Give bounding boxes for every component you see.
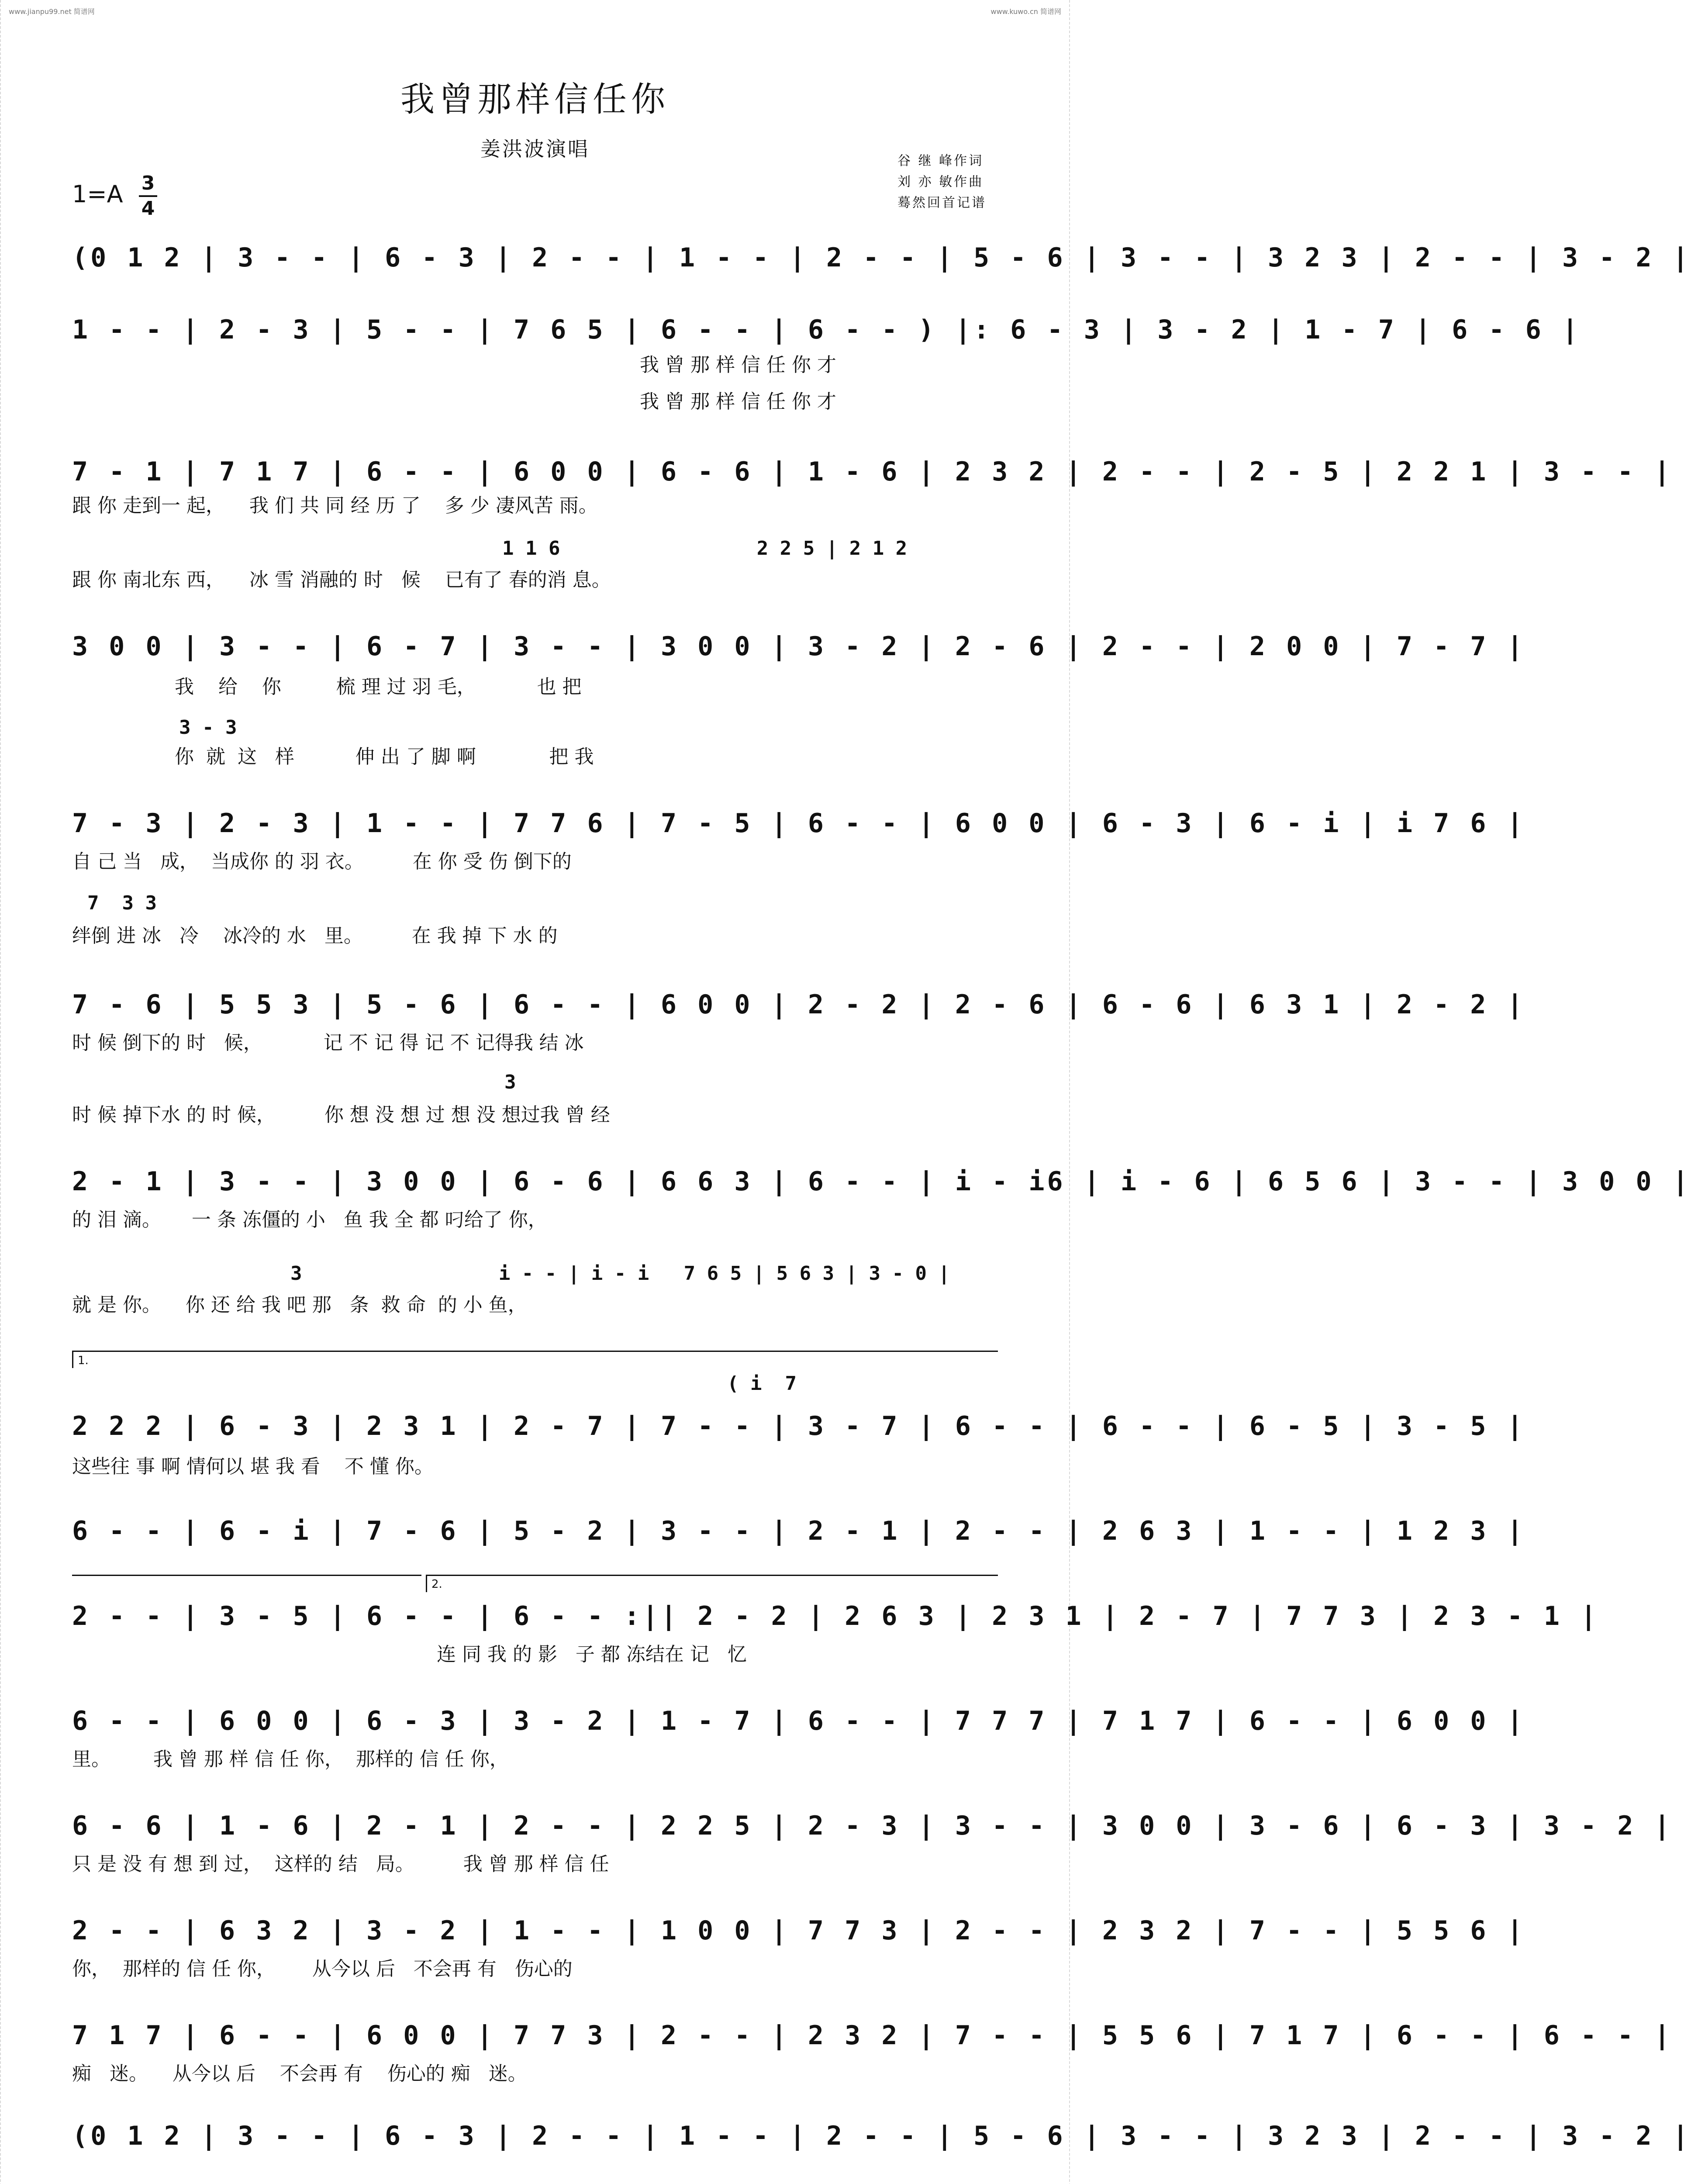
volta-1-hook xyxy=(72,1351,73,1368)
lyric-line-7b: 就 是 你。 你 还 给 我 吧 那 条 救 命 的 小 鱼， xyxy=(72,1294,527,1316)
meter-bottom: 4 xyxy=(141,197,155,220)
notation-line-7: 2 - 1 | 3 - - | 3 0 0 | 6 - 6 | 6 6 3 | 6 - - | i - i6 | i - 6 | 6 5 6 | 3 - - | 3 0 0 | xyxy=(72,1166,1691,1197)
lyric-line-5b: 绊倒 进 冰 冷 冰冷的 水 里。 在 我 掉 下 水 的 xyxy=(72,925,558,947)
meter-bar xyxy=(139,195,157,197)
key-signature: 1=A xyxy=(72,180,123,208)
volta-1-label: 1. xyxy=(78,1354,89,1367)
notation-line-14: 7 1 7 | 6 - - | 6 0 0 | 7 7 3 | 2 - - | 2 3 2 | 7 - - | 5 5 6 | 7 1 7 | 6 - - | 6 - - | xyxy=(72,2020,1673,2051)
notation-line-1: (0 1 2 | 3 - - | 6 - 3 | 2 - - | 1 - - | 2 - - | 5 - 6 | 3 - - | 3 2 3 | 2 - - | 3 - 2 | xyxy=(72,242,1691,273)
lyric-line-5a: 自 己 当 成， 当成你 的 羽 衣。 在 你 受 伤 倒下的 xyxy=(72,850,572,873)
lyric-line-6b: 时 候 掉下水 的 时 候， 你 想 没 想 过 想 没 想过我 曾 经 xyxy=(72,1104,610,1126)
lyric-line-3a: 跟 你 走到一 起， 我 们 共 同 经 历 了 多 少 凄风苦 雨。 xyxy=(72,494,598,517)
credit-transcriber: 蓦然回首记谱 xyxy=(897,195,987,211)
song-subtitle: 姜洪波演唱 xyxy=(480,137,590,161)
notation-line-13: 2 - - | 6 3 2 | 3 - 2 | 1 - - | 1 0 0 | 7 7 3 | 2 - - | 2 3 2 | 7 - - | 5 5 6 | xyxy=(72,1915,1525,1946)
alt-notes-5: 7 3 3 xyxy=(87,892,157,914)
header-site-left: www.jianpu99.net 简谱网 xyxy=(9,7,95,16)
volta-1-line xyxy=(72,1351,998,1352)
volta-2-label: 2. xyxy=(431,1578,442,1591)
volta-2-line xyxy=(426,1575,998,1576)
notation-line-8: 2 2 2 | 6 - 3 | 2 3 1 | 2 - 7 | 7 - - | 3 - 7 | 6 - - | 6 - - | 6 - 5 | 3 - 5 | xyxy=(72,1411,1525,1441)
lyric-line-14a: 痴 迷。 从今以 后 不会再 有 伤心的 痴 迷。 xyxy=(72,2063,527,2085)
header-site-right: www.kuwo.cn 简谱网 xyxy=(990,7,1061,16)
lyric-line-2b: 我 曾 那 样 信 任 你 才 xyxy=(640,390,836,413)
time-signature xyxy=(139,173,157,220)
volta-1-continued-line xyxy=(72,1575,421,1576)
alt-notes-8: ( i 7 xyxy=(727,1372,797,1395)
notation-line-4: 3 0 0 | 3 - - | 6 - 7 | 3 - - | 3 0 0 | 3 - 2 | 2 - 6 | 2 - - | 2 0 0 | 7 - 7 | xyxy=(72,631,1525,662)
alt-notes-6: 3 xyxy=(504,1071,516,1093)
lyric-line-12a: 只 是 没 有 想 到 过， 这样的 结 局。 我 曾 那 样 信 任 xyxy=(72,1853,609,1875)
notation-line-5: 7 - 3 | 2 - 3 | 1 - - | 7 7 6 | 7 - 5 | 6 - - | 6 0 0 | 6 - 3 | 6 - i | i 7 6 | xyxy=(72,808,1525,839)
song-title: 我曾那样信任你 xyxy=(400,80,669,119)
volta-2-hook xyxy=(426,1575,427,1592)
notation-line-2: 1 - - | 2 - 3 | 5 - - | 7 6 5 | 6 - - | 6 - - ) |: 6 - 3 | 3 - 2 | 1 - 7 | 6 - 6 | xyxy=(72,314,1581,345)
alt-notes-3: 1 1 6 2 2 5 | 2 1 2 xyxy=(502,537,908,560)
lyric-line-13a: 你， 那样的 信 任 你， 从今以 后 不会再 有 伤心的 xyxy=(72,1958,573,1980)
notation-line-3: 7 - 1 | 7 1 7 | 6 - - | 6 0 0 | 6 - 6 | 1 - 6 | 2 3 2 | 2 - - | 2 - 5 | 2 2 1 | 3 - - | xyxy=(72,456,1673,487)
lyric-line-7a: 的 泪 滴。 一 条 冻僵的 小 鱼 我 全 都 叼给了 你， xyxy=(72,1209,547,1231)
credit-composer: 刘 亦 敏作曲 xyxy=(897,174,984,190)
credit-lyricist: 谷 继 峰作词 xyxy=(897,153,984,169)
lyric-line-4b: 你 就 这 样 伸 出 了 脚 啊 把 我 xyxy=(175,746,594,768)
notation-line-12: 6 - 6 | 1 - 6 | 2 - 1 | 2 - - | 2 2 5 | 2 - 3 | 3 - - | 3 0 0 | 3 - 6 | 6 - 3 | 3 - 2 | xyxy=(72,1811,1673,1841)
notation-line-11: 6 - - | 6 0 0 | 6 - 3 | 3 - 2 | 1 - 7 | 6 - - | 7 7 7 | 7 1 7 | 6 - - | 6 0 0 | xyxy=(72,1706,1525,1736)
lyric-line-11a: 里。 我 曾 那 样 信 任 你， 那样的 信 任 你， xyxy=(72,1748,509,1770)
notation-line-15: (0 1 2 | 3 - - | 6 - 3 | 2 - - | 1 - - | 2 - - | 5 - 6 | 3 - - | 3 2 3 | 2 - - | 3 - 2 | xyxy=(72,2121,1691,2151)
lyric-line-3b: 跟 你 南北东 西， 冰 雪 消融的 时 候 已有了 春的消 息。 xyxy=(72,569,611,591)
lyric-line-10a: 连 同 我 的 影 子 都 冻结在 记 忆 xyxy=(437,1643,747,1666)
lyric-line-4a: 我 给 你 梳 理 过 羽 毛， 也 把 xyxy=(175,676,582,698)
notation-line-9: 6 - - | 6 - i | 7 - 6 | 5 - 2 | 3 - - | 2 - 1 | 2 - - | 2 6 3 | 1 - - | 1 2 3 | xyxy=(72,1516,1525,1546)
alt-notes-7: 3 i - - | i - i 7 6 5 | 5 6 3 | 3 - 0 | xyxy=(290,1262,950,1285)
meter-top: 3 xyxy=(141,172,155,194)
notation-line-10: 2 - - | 3 - 5 | 6 - - | 6 - - :|| 2 - 2 | 2 6 3 | 2 3 1 | 2 - 7 | 7 7 3 | 2 3 - 1 | xyxy=(72,1601,1599,1631)
credits-block xyxy=(897,151,987,214)
lyric-line-6a: 时 候 倒下的 时 候， 记 不 记 得 记 不 记得我 结 冰 xyxy=(72,1032,584,1054)
lyric-line-8a: 这些往 事 啊 情何以 堪 我 看 不 懂 你。 xyxy=(72,1455,434,1478)
notation-line-6: 7 - 6 | 5 5 3 | 5 - 6 | 6 - - | 6 0 0 | 2 - 2 | 2 - 6 | 6 - 6 | 6 3 1 | 2 - 2 | xyxy=(72,989,1525,1020)
lyric-line-2a: 我 曾 那 样 信 任 你 才 xyxy=(640,354,836,376)
alt-notes-4: 3 - 3 xyxy=(179,716,237,739)
